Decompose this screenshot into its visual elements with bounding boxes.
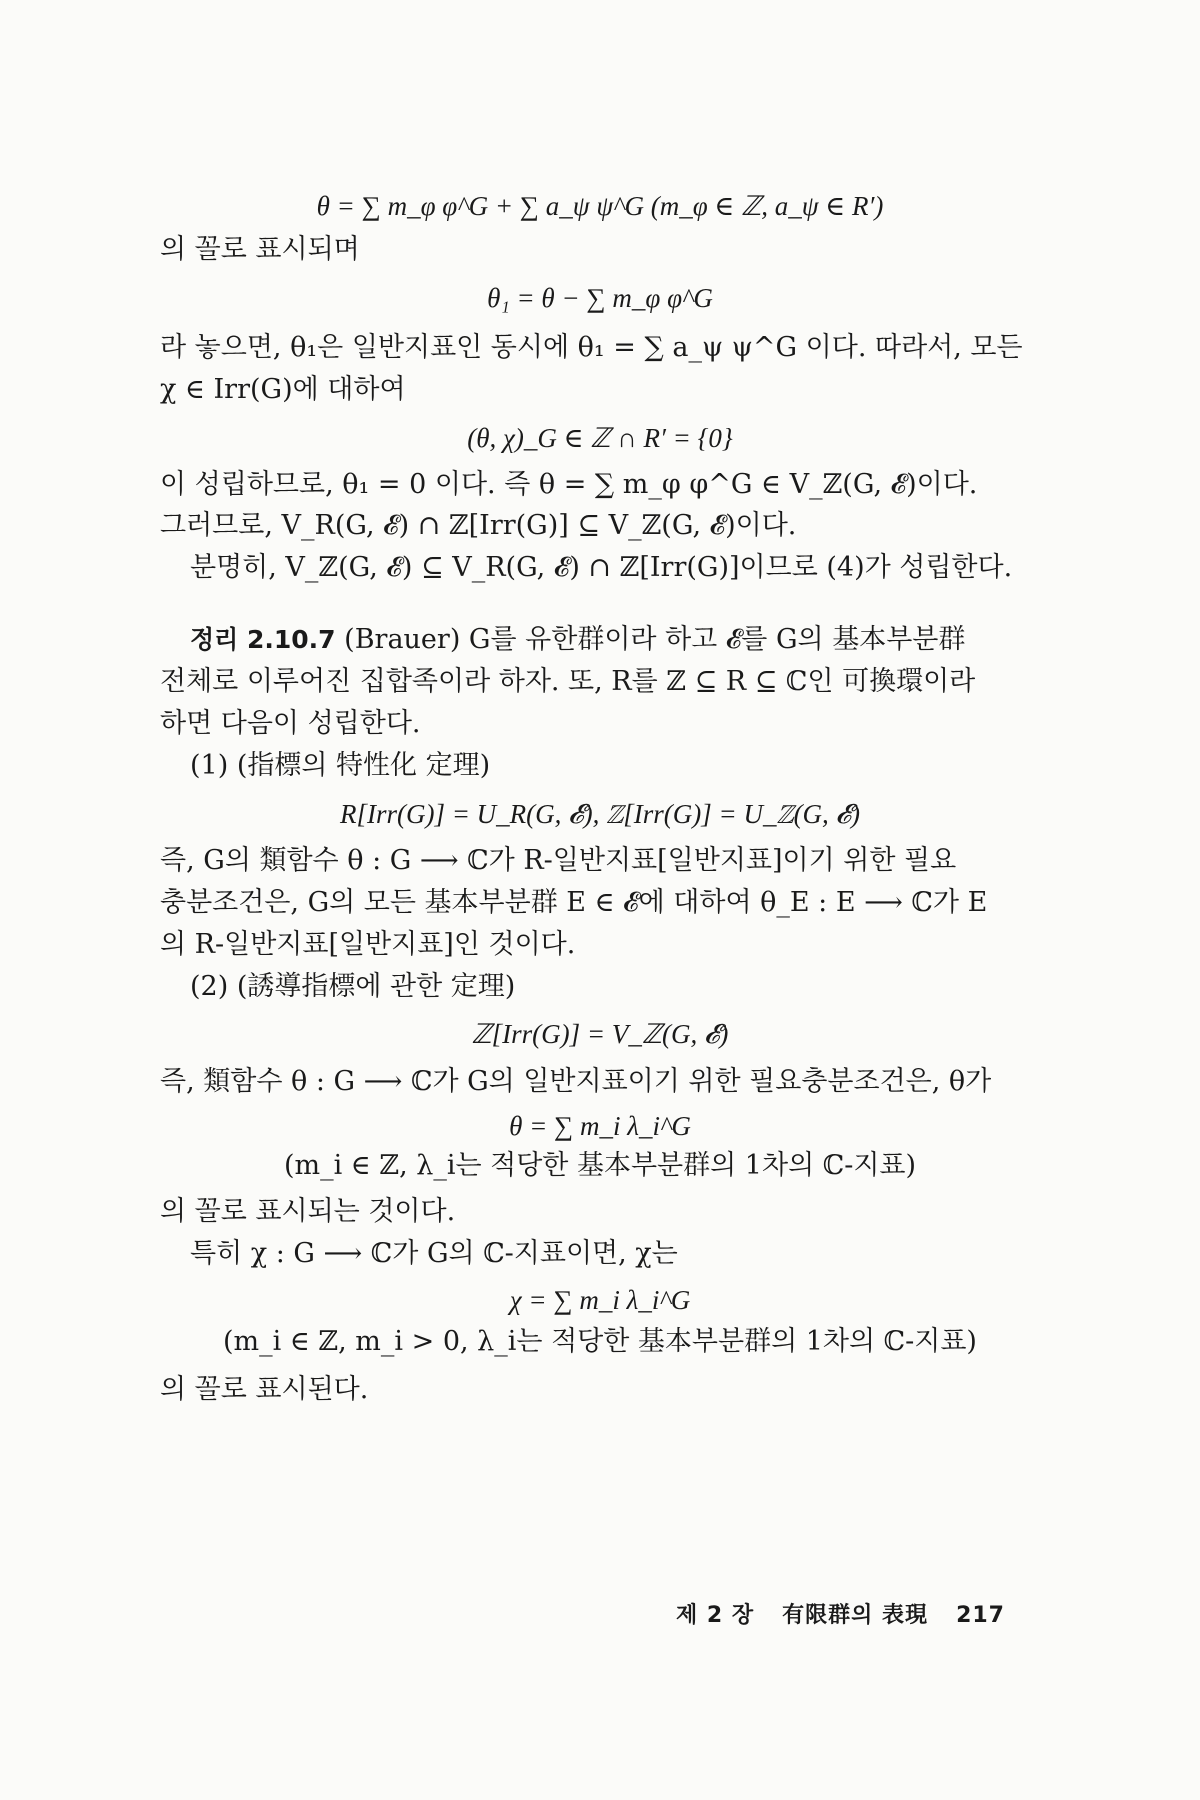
footer-chapter: 제 2 장 [676, 1603, 755, 1628]
text-line: 분명히, V_ℤ(G, 𝓔) ⊆ V_R(G, 𝓔) ∩ ℤ[Irr(G)]이므로 (4)가 성립한다. [190, 552, 1013, 583]
page-number: 217 [956, 1603, 1005, 1628]
theorem-heading: 정리 2.10.7 [190, 625, 336, 654]
text-line: 즉, 類함수 θ : G ⟶ ℂ가 G의 일반지표이기 위한 필요충분조건은, θ가 [160, 1066, 992, 1097]
text-line: 의 꼴로 표시된다. [160, 1374, 369, 1405]
equation-condition: (m_i ∈ ℤ, m_i > 0, λ_i는 적당한 基本부분群의 1차의 ℂ-지표) [223, 1326, 977, 1357]
theorem-statement [0, 622, 1200, 658]
text-line: 그러므로, V_R(G, 𝓔) ∩ ℤ[Irr(G)] ⊆ V_ℤ(G, 𝓔)이다. [160, 510, 797, 541]
equation-characterization: R[Irr(G)] = U_R(G, 𝓔), ℤ[Irr(G)] = U_ℤ(G, 𝓔) [339, 799, 861, 829]
equation-inner-product: (θ, χ)_G ∈ ℤ ∩ R′ = {0} [467, 423, 733, 453]
text-line: 의 R-일반지표[일반지표]인 것이다. [160, 929, 576, 960]
text-line: 충분조건은, G의 모든 基本부분群 E ∈ 𝓔에 대하여 θ_E : E ⟶ ℂ가 E [160, 887, 988, 918]
text-line: 전체로 이루어진 집합족이라 하자. 또, R를 ℤ ⊆ R ⊆ ℂ인 可換環이라 [160, 666, 976, 697]
equation-theta-sum: θ = ∑ m_i λ_i^G [509, 1111, 691, 1141]
equation-theta: θ = ∑ m_φ φ^G + ∑ a_ψ ψ^G (m_φ ∈ ℤ, a_ψ ∈ R′) [316, 191, 884, 221]
text-line: χ ∈ Irr(G)에 대하여 [160, 374, 406, 405]
running-footer [648, 1598, 1005, 1629]
text-line: 의 꼴로 표시되는 것이다. [160, 1196, 456, 1227]
subheading: (2) (誘導指標에 관한 定理) [190, 971, 516, 1002]
footer-title: 有限群의 表現 [782, 1603, 929, 1628]
text-line: 라 놓으면, θ₁은 일반지표인 동시에 θ₁ = ∑ a_ψ ψ^G 이다. 따라서, 모든 [160, 332, 1023, 363]
text-line: 특히 χ : G ⟶ ℂ가 G의 ℂ-지표이면, χ는 [190, 1238, 678, 1269]
text-line: 의 꼴로 표시되며 [160, 234, 360, 265]
equation-chi-sum: χ = ∑ m_i λ_i^G [509, 1285, 691, 1315]
text-line: 하면 다음이 성립한다. [160, 708, 421, 739]
equation-condition: (m_i ∈ ℤ, λ_i는 적당한 基本부분群의 1차의 ℂ-지표) [283, 1150, 917, 1181]
theorem-text: (Brauer) G를 유한群이라 하고 𝓔를 G의 基本부분群 [335, 624, 966, 655]
text-line: 이 성립하므로, θ₁ = 0 이다. 즉 θ = ∑ m_φ φ^G ∈ V_ℤ(G, 𝓔)이다. [160, 469, 978, 500]
equation-induced: ℤ[Irr(G)] = V_ℤ(G, 𝓔) [471, 1019, 729, 1049]
subheading: (1) (指標의 特性化 定理) [190, 750, 491, 781]
text-line: 즉, G의 類함수 θ : G ⟶ ℂ가 R-일반지표[일반지표]이기 위한 필요 [160, 845, 957, 876]
equation-theta1: θ₁ = θ − ∑ m_φ φ^G [487, 283, 713, 313]
